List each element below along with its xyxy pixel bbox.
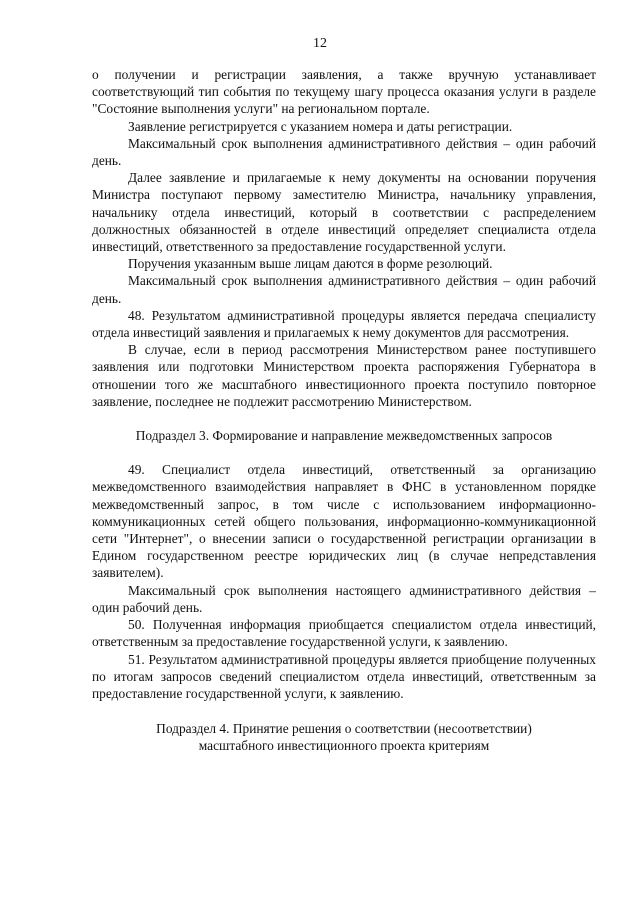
paragraph: Далее заявление и прилагаемые к нему документы на основании поручения Министра поступают первому заместителю Министра, начальнику управления, начальнику отдела инвестиций, который в соответствии с распределением должностных обязанностей в отделе инвестиций определяет специалиста отдела инвестиций, ответственного за предоставление государственной услуги. bbox=[92, 170, 596, 255]
subsection-4-heading-line-2: масштабного инвестиционного проекта критериям bbox=[198, 738, 490, 754]
paragraph: Максимальный срок выполнения административного действия – один рабочий день. bbox=[92, 273, 596, 306]
page-number: 12 bbox=[313, 36, 327, 51]
subsection-4-heading-line-1: Подраздел 4. Принятие решения о соответствии (несоответствии) bbox=[156, 721, 532, 737]
paragraph: о получении и регистрации заявления, а также вручную устанавливает соответствующий тип события по текущему шагу процесса оказания услуги в разделе "Состояние выполнения услуги" на региональном портале. bbox=[92, 67, 596, 117]
paragraph: 51. Результатом административной процедуры является приобщение полученных по итогам запросов сведений специалистом отдела инвестиций, ответственным за предоставление государственной услуги, к заявлению. bbox=[92, 651, 596, 701]
paragraph: В случае, если в период рассмотрения Министерством ранее поступившего заявления или подготовки Министерством проекта распоряжения Губернатора в отношении того же масштабного инвестиционного проекта поступило повторное заявление, последнее не подлежит рассмотрению Министерством. bbox=[92, 342, 596, 409]
paragraph: Максимальный срок выполнения настоящего административного действия – один рабочий день. bbox=[92, 582, 596, 615]
paragraph: 49. Специалист отдела инвестиций, ответственный за организацию межведомственного взаимодействия направляет в ФНС в установленном порядке межведомственный запрос, в том числе с использованием информационно-коммуникационных сетей общего пользования, информационно-коммуникационной сети "Интернет", о внесении записи о государственной регистрации организации в Едином государственном реестре юридических лиц (в случае непредставления заявителем). bbox=[92, 462, 596, 581]
paragraph: Максимальный срок выполнения административного действия – один рабочий день. bbox=[92, 135, 596, 169]
paragraph: 50. Полученная информация приобщается специалистом отдела инвестиций, ответственным за предоставление государственной услуги, к заявлению. bbox=[92, 617, 596, 650]
paragraph: Заявление регистрируется с указанием номера и даты регистрации. bbox=[128, 118, 513, 134]
document-body bbox=[92, 66, 596, 755]
paragraph: Поручения указанным выше лицам даются в форме резолюций. bbox=[128, 256, 493, 272]
paragraph: 48. Результатом административной процедуры является передача специалисту отдела инвестиций заявления и прилагаемых к нему документов для рассмотрения. bbox=[92, 307, 596, 341]
subsection-3-heading: Подраздел 3. Формирование и направление межведомственных запросов bbox=[135, 428, 553, 444]
